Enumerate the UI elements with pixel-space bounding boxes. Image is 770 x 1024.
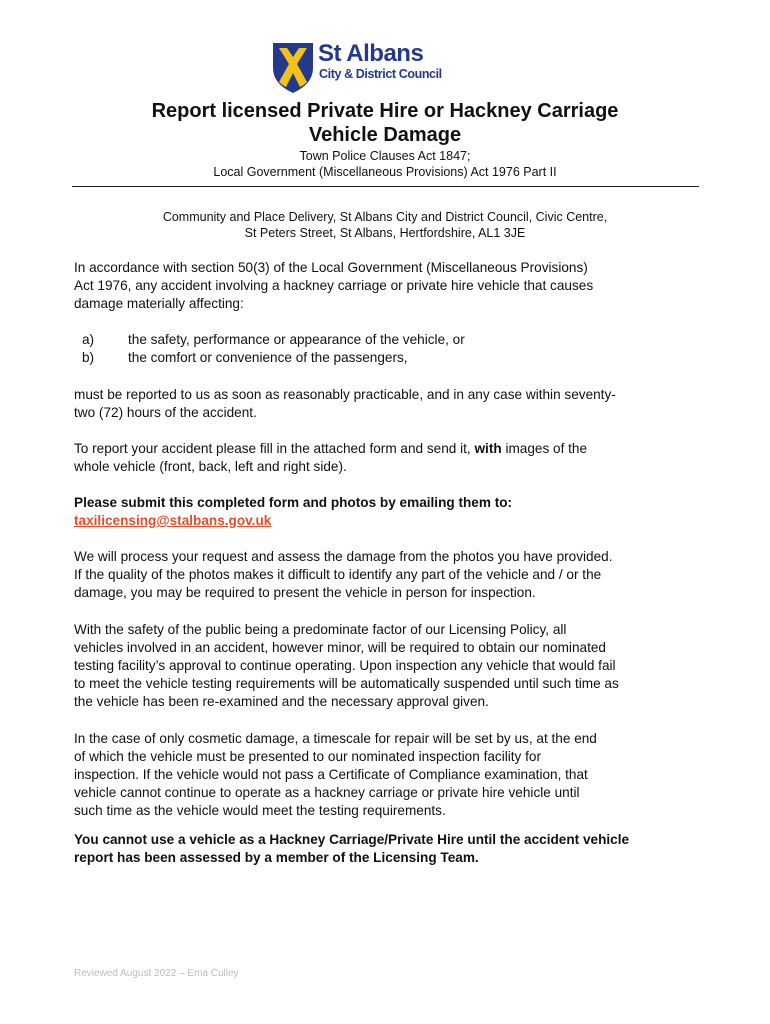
to-report-text: To report your accident please fill in the attached form and send it, [74,441,475,456]
to-report-emphasis: with [474,441,502,456]
cosmetic-line-1: In the case of only cosmetic damage, a timescale for repair will be set by us, at the end [74,731,597,746]
list-item-b [82,349,408,367]
list-marker: b) [82,350,95,365]
review-footer: Reviewed August 2022 – Ema Culley [74,968,239,979]
must-report-line-2: two (72) hours of the accident. [74,405,257,420]
address-line-2: St Peters Street, St Albans, Hertfordshire, AL1 3JE [244,226,526,240]
submit-line: Please submit this completed form and photos by emailing them to: [74,495,513,510]
logo-name: St Albans [318,40,424,67]
shield-crest-icon [272,40,314,94]
address-line-1: Community and Place Delivery, St Albans City and District Council, Civic Centre, [162,210,608,224]
process-line-1: We will process your request and assess the damage from the photos you have provided. [74,549,613,564]
safety-line-3: testing facility’s approval to continue operating. Upon inspection any vehicle that would fail [74,658,616,673]
cosmetic-line-3: inspection. If the vehicle would not pass a Certificate of Compliance examination, that [74,767,588,782]
intro-line-2: Act 1976, any accident involving a hackney carriage or private hire vehicle that causes [74,278,594,293]
list-text: the safety, performance or appearance of the vehicle, or [128,332,465,347]
intro-paragraph [74,259,704,313]
cosmetic-line-5: such time as the vehicle would meet the testing requirements. [74,803,446,818]
act-line-1: Town Police Clauses Act 1847; [299,149,471,163]
council-address [70,209,700,241]
process-line-3: damage, you may be required to present the vehicle in person for inspection. [74,585,536,600]
legislation-references [70,148,700,180]
safety-line-2: vehicles involved in an accident, however minor, will be required to obtain our nominated [74,640,606,655]
process-paragraph [74,548,704,602]
logo-subtitle: City & District Council [319,67,442,81]
to-report-text-end: images of the [501,441,588,456]
to-report-line-2: whole vehicle (front, back, left and right side). [74,459,347,474]
safety-line-1: With the safety of the public being a predominate factor of our Licensing Policy, all [74,622,567,637]
warning-line-2: report has been assessed by a member of the Licensing Team. [74,850,479,865]
page-title-line-2: Vehicle Damage [308,124,462,146]
cosmetic-line-4: vehicle cannot continue to operate as a hackney carriage or private hire vehicle until [74,785,580,800]
list-marker: a) [82,332,95,347]
safety-paragraph [74,621,704,711]
cosmetic-line-2: of which the vehicle must be presented to our nominated inspection facility for [74,749,541,764]
cosmetic-damage-paragraph [74,730,704,820]
page-title-line-1: Report licensed Private Hire or Hackney Carriage [151,100,619,122]
usage-warning [74,831,704,867]
list-text: the comfort or convenience of the passengers, [128,350,408,365]
act-line-2: Local Government (Miscellaneous Provisions) Act 1976 Part II [213,165,557,179]
list-item-a [82,331,465,349]
warning-line-1: You cannot use a vehicle as a Hackney Carriage/Private Hire until the accident vehicle [74,832,630,847]
intro-line-1: In accordance with section 50(3) of the Local Government (Miscellaneous Provisions) [74,260,588,275]
reporting-deadline-paragraph [74,386,704,422]
to-report-line-1 [74,440,704,458]
safety-line-5: the vehicle has been re-examined and the necessary approval given. [74,694,489,709]
process-line-2: If the quality of the photos makes it difficult to identify any part of the vehicle and / or the [74,567,602,582]
licensing-email-link[interactable]: taxilicensing@stalbans.gov.uk [74,513,272,528]
council-logo [272,40,462,96]
header-divider [72,186,699,187]
submit-instructions [74,494,704,530]
safety-line-4: to meet the vehicle testing requirements will be automatically suspended until such time as [74,676,619,691]
how-to-report-paragraph [74,440,704,476]
intro-line-3: damage materially affecting: [74,296,244,311]
must-report-line-1: must be reported to us as soon as reasonably practicable, and in any case within seventy- [74,387,616,402]
